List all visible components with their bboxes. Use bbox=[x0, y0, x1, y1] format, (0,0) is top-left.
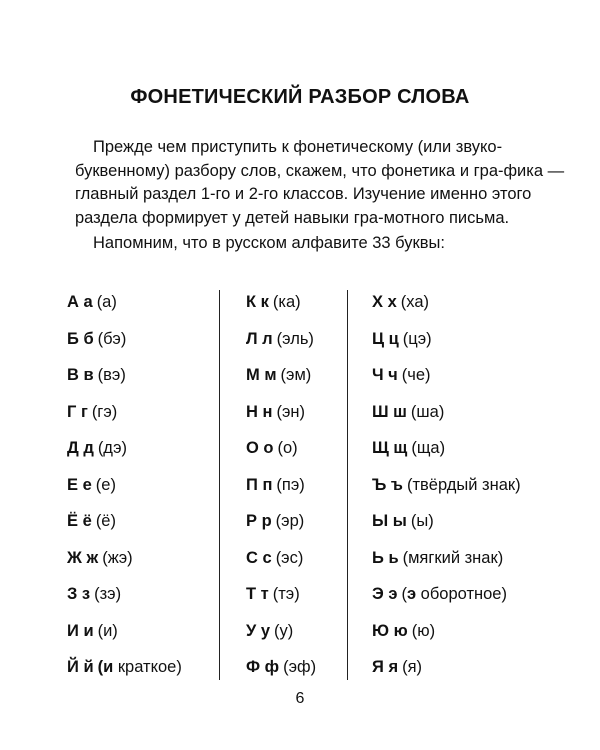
alphabet-row bbox=[372, 325, 521, 362]
letter-pair: Ъ ъ bbox=[372, 475, 403, 494]
letter-pair: Ф ф bbox=[246, 658, 280, 676]
letter-pair: Ч ч bbox=[372, 366, 398, 384]
alphabet-row bbox=[246, 617, 316, 654]
alphabet-row bbox=[246, 580, 316, 617]
alphabet-row bbox=[372, 544, 521, 581]
letter-name: (ё) bbox=[95, 512, 116, 530]
letter-name: (я) bbox=[402, 658, 423, 676]
letter-name: (дэ) bbox=[97, 439, 128, 457]
letter-name: (тэ) bbox=[272, 585, 300, 603]
letter-pair: Я я bbox=[372, 658, 399, 676]
letter-name: оборотное) bbox=[416, 585, 507, 603]
alphabet-row bbox=[67, 653, 182, 690]
alphabet-row bbox=[67, 580, 182, 617]
alphabet-row bbox=[372, 580, 521, 617]
intro-paragraph: Прежде чем приступить к фонетическому (или звуко-буквенному) разбору слов, скажем, что фонетика и гра-фика — главный раздел 1-го и 2-го классов. Изучение именно этого раздела формирует у детей навыки гра-мотного письма. bbox=[75, 138, 565, 227]
column-divider bbox=[219, 290, 220, 680]
letter-pair: Х х bbox=[372, 293, 397, 311]
letter-pair: К к bbox=[246, 293, 269, 311]
letter-name: (ка) bbox=[272, 293, 301, 311]
alphabet-row bbox=[246, 361, 316, 398]
letter-pair: Э э bbox=[372, 585, 398, 603]
alphabet-row bbox=[246, 653, 316, 690]
alphabet-row bbox=[67, 325, 182, 362]
letter-name: (эль) bbox=[276, 329, 314, 348]
alphabet-row bbox=[372, 434, 521, 471]
alphabet-row bbox=[372, 288, 521, 325]
letter-pair: С с bbox=[246, 548, 272, 567]
letter-name: (че) bbox=[401, 366, 431, 384]
letter-pair: О о bbox=[246, 439, 274, 457]
letter-name: (ща) bbox=[411, 439, 446, 457]
letter-pair: З з bbox=[67, 585, 91, 603]
letter-pair: Е е bbox=[67, 475, 92, 494]
letter-pair: Ю ю bbox=[372, 621, 408, 640]
alphabet-row bbox=[67, 617, 182, 654]
letter-pair: М м bbox=[246, 366, 277, 384]
intro-paragraph: Напомним, что в русском алфавите 33 буквы: bbox=[93, 234, 445, 252]
alphabet-row bbox=[67, 288, 182, 325]
intro-text bbox=[75, 136, 565, 256]
letter-name: (у) bbox=[274, 621, 294, 640]
letter-name: (цэ) bbox=[402, 329, 432, 348]
letter-pair: Ш ш bbox=[372, 402, 407, 421]
alphabet-row bbox=[246, 507, 316, 544]
letter-pair: У у bbox=[246, 621, 271, 640]
letter-name: (гэ) bbox=[91, 402, 118, 421]
letter-pair: Л л bbox=[246, 329, 273, 348]
letter-name: (мягкий знак) bbox=[402, 548, 504, 567]
letter-name: (эр) bbox=[275, 512, 305, 530]
letter-name-bold: (и bbox=[97, 658, 114, 676]
alphabet-row bbox=[246, 434, 316, 471]
alphabet-row bbox=[372, 398, 521, 435]
letter-name-bold: э bbox=[406, 585, 417, 603]
letter-pair: В в bbox=[67, 366, 94, 384]
letter-pair: А а bbox=[67, 293, 93, 311]
letter-pair: Ё ё bbox=[67, 512, 92, 530]
column-divider bbox=[347, 290, 348, 680]
alphabet-row bbox=[67, 544, 182, 581]
letter-pair: Т т bbox=[246, 585, 269, 603]
page-number: 6 bbox=[295, 690, 305, 707]
letter-pair: И и bbox=[67, 621, 94, 640]
alphabet-column-1 bbox=[67, 288, 182, 690]
letter-name: (вэ) bbox=[97, 366, 126, 384]
alphabet-row bbox=[246, 471, 316, 508]
alphabet-row bbox=[67, 361, 182, 398]
letter-pair: Ж ж bbox=[67, 548, 99, 567]
letter-pair: Щ щ bbox=[372, 439, 408, 457]
letter-name: ( bbox=[401, 585, 407, 603]
letter-name: (эс) bbox=[275, 548, 304, 567]
letter-pair: Й й bbox=[67, 658, 94, 676]
alphabet-row bbox=[372, 653, 521, 690]
letter-pair: Ц ц bbox=[372, 329, 399, 348]
letter-name: (бэ) bbox=[97, 329, 127, 348]
alphabet-row bbox=[372, 507, 521, 544]
alphabet-row bbox=[67, 398, 182, 435]
alphabet-row bbox=[372, 471, 521, 508]
letter-name: (и) bbox=[97, 621, 118, 640]
letter-pair: Р р bbox=[246, 512, 272, 530]
alphabet-row bbox=[246, 325, 316, 362]
alphabet-row bbox=[372, 617, 521, 654]
letter-pair: Н н bbox=[246, 402, 273, 421]
letter-name: (твёрдый знак) bbox=[406, 475, 521, 494]
letter-pair: П п bbox=[246, 475, 273, 494]
alphabet-row bbox=[372, 361, 521, 398]
letter-name: (ю) bbox=[411, 621, 436, 640]
letter-pair: Д д bbox=[67, 439, 94, 457]
letter-name: (ха) bbox=[400, 293, 430, 311]
letter-name: (эф) bbox=[283, 658, 317, 676]
letter-pair: Ь ь bbox=[372, 548, 399, 567]
letter-name: (а) bbox=[96, 293, 117, 311]
page-title: ФОНЕТИЧЕСКИЙ РАЗБОР СЛОВА bbox=[130, 86, 470, 108]
alphabet-column-2 bbox=[246, 288, 316, 690]
letter-pair: Ы ы bbox=[372, 512, 407, 530]
letter-name: (зэ) bbox=[94, 585, 122, 603]
letter-name: (е) bbox=[95, 475, 116, 494]
alphabet-row bbox=[246, 398, 316, 435]
letter-name: (ша) bbox=[410, 402, 445, 421]
letter-name: (жэ) bbox=[102, 548, 133, 567]
letter-name: (о) bbox=[277, 439, 298, 457]
alphabet-row bbox=[246, 544, 316, 581]
letter-name: (ы) bbox=[410, 512, 434, 530]
letter-name: (эм) bbox=[280, 366, 312, 384]
alphabet-row bbox=[67, 507, 182, 544]
alphabet-row bbox=[67, 471, 182, 508]
letter-name: (эн) bbox=[276, 402, 305, 421]
letter-name: краткое) bbox=[113, 658, 182, 676]
letter-pair: Г г bbox=[67, 402, 88, 421]
alphabet-row bbox=[246, 288, 316, 325]
letter-pair: Б б bbox=[67, 329, 94, 348]
alphabet-column-3 bbox=[372, 288, 521, 690]
letter-name: (пэ) bbox=[276, 475, 305, 494]
alphabet-row bbox=[67, 434, 182, 471]
